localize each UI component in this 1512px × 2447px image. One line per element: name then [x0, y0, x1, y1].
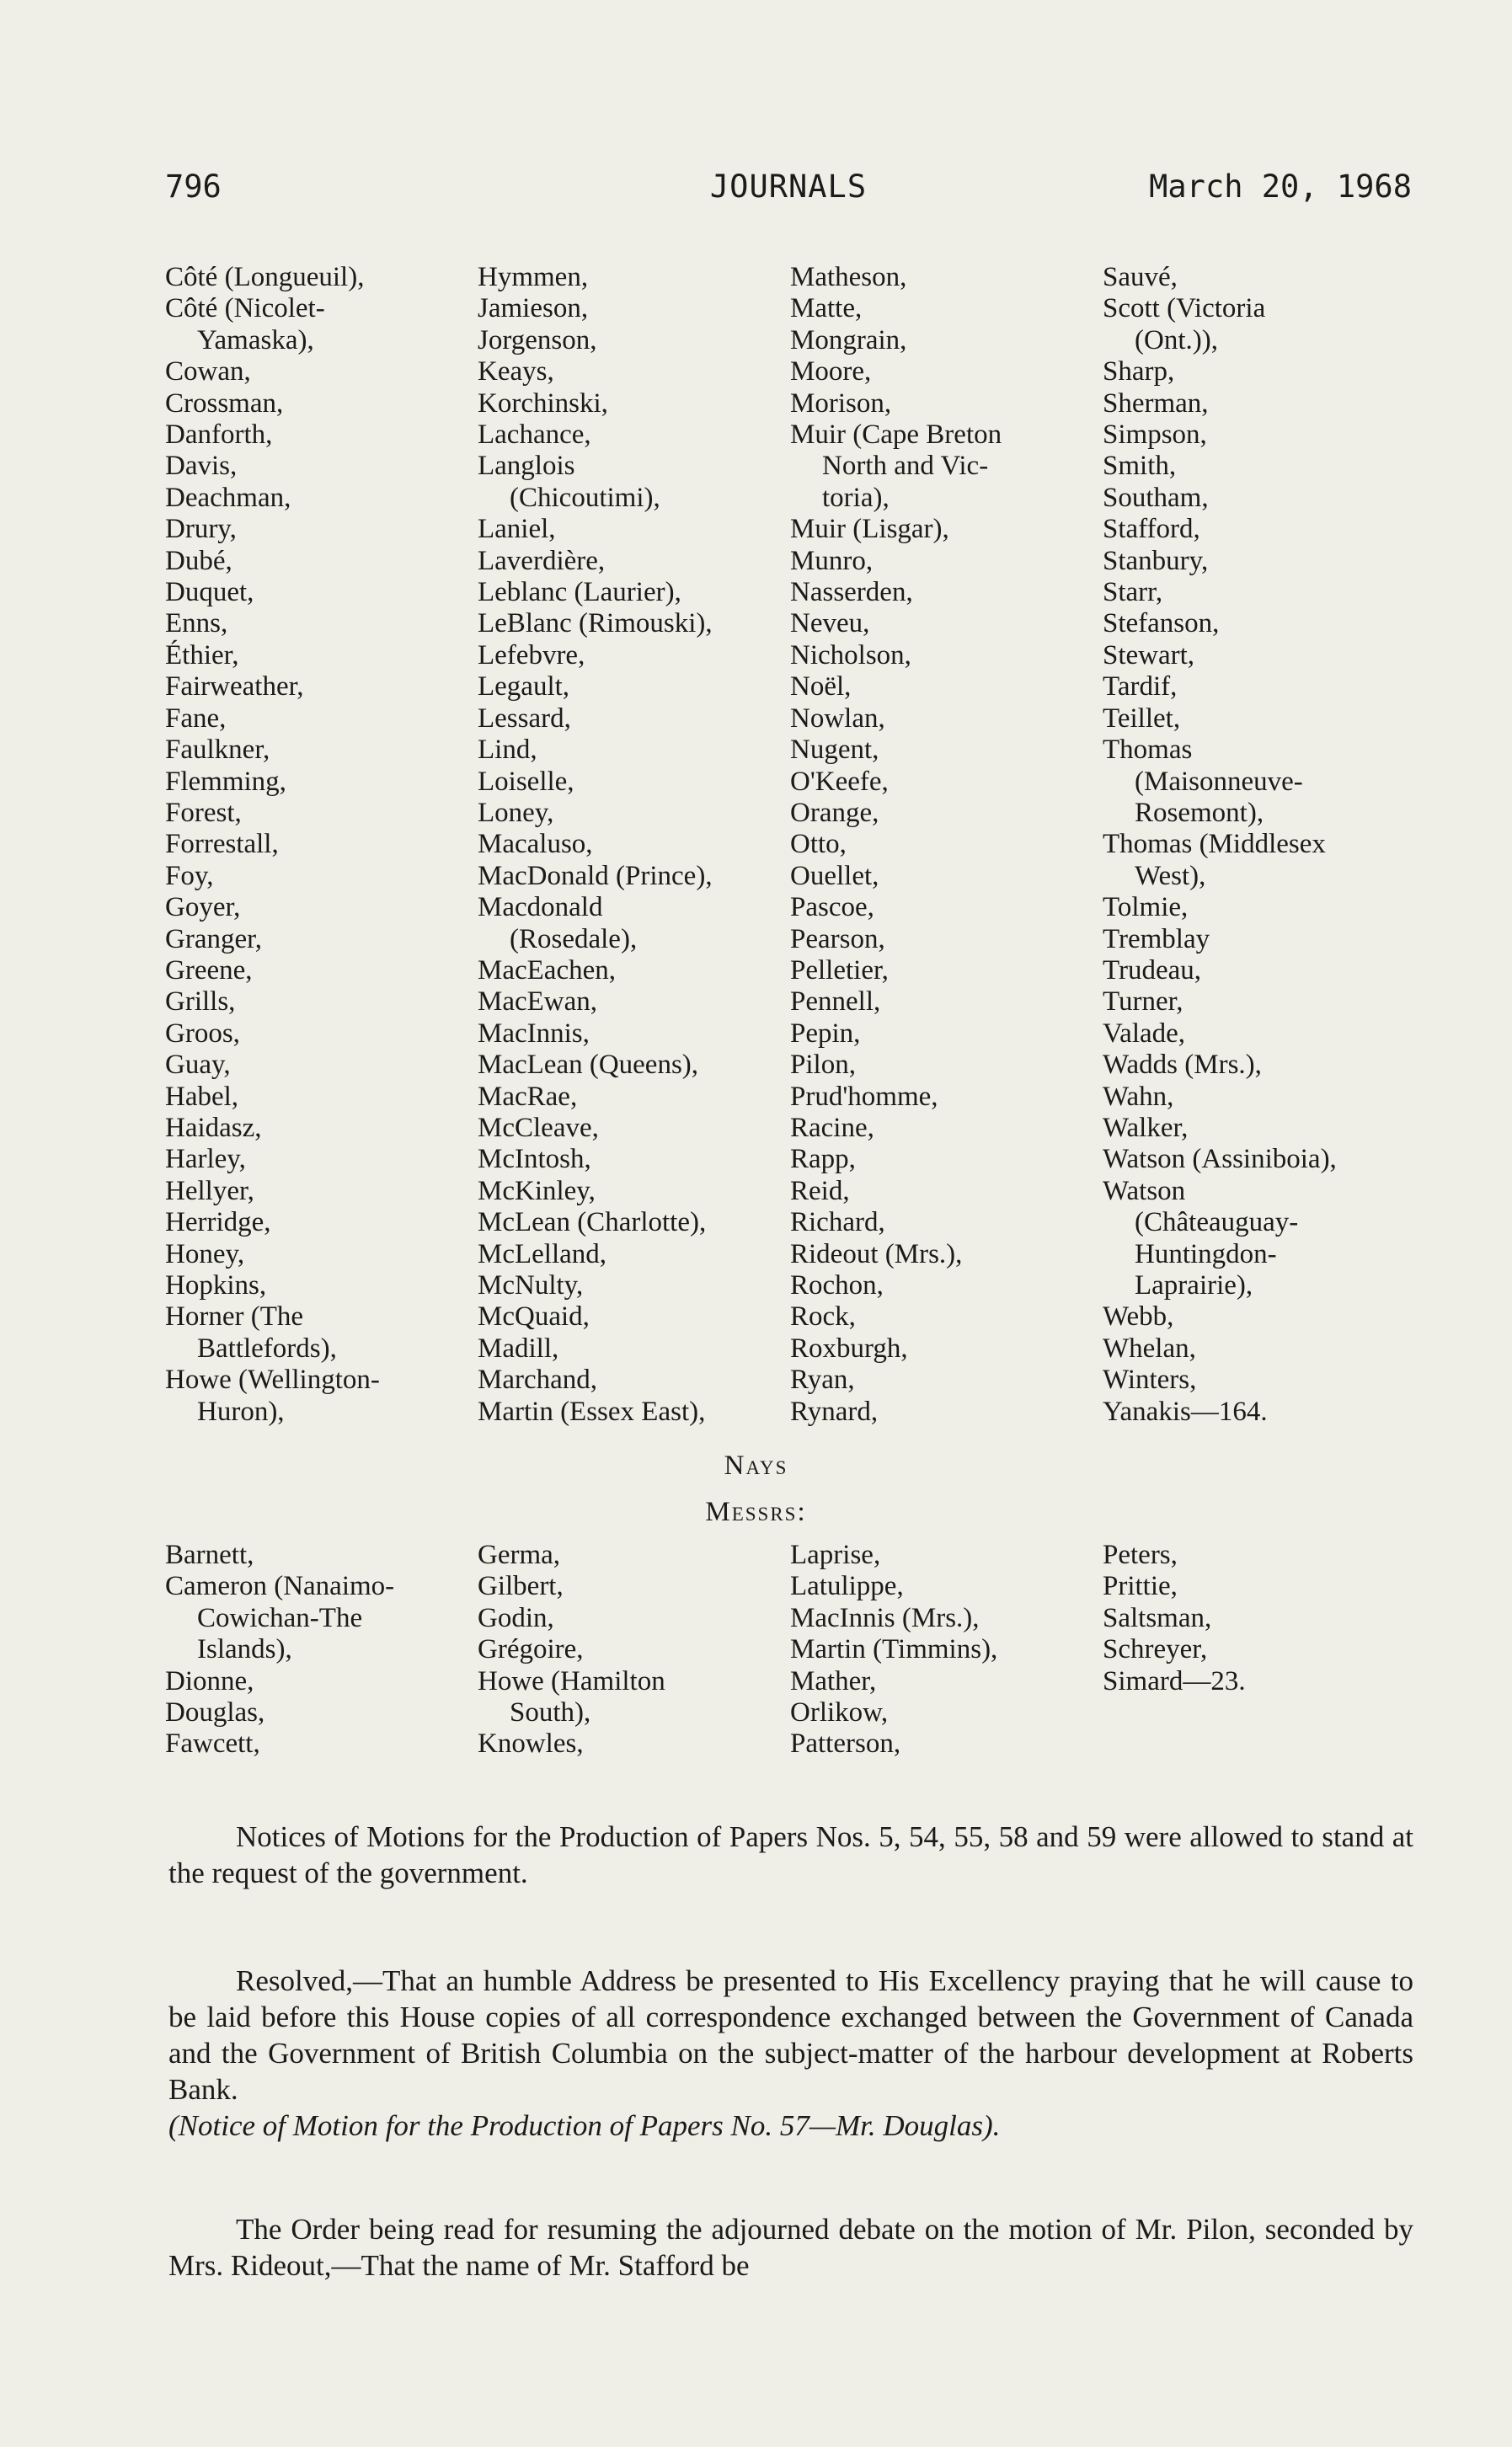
member-name: Macdonald — [478, 892, 603, 923]
member-name: Laverdière, — [478, 545, 606, 576]
member-name: Marchand, — [478, 1365, 598, 1396]
member-name: Germa, — [478, 1540, 561, 1570]
member-name: Cameron (Nanaimo- — [165, 1571, 395, 1602]
member-name: Watson (Assiniboia), — [1103, 1144, 1337, 1175]
nays-list — [165, 1540, 1429, 1760]
member-name: Watson — [1103, 1175, 1186, 1206]
member-name: Groos, — [165, 1018, 240, 1049]
member-name: Mongrain, — [790, 324, 907, 355]
member-name: Muir (Cape Breton — [790, 419, 1002, 451]
member-name: Sauvé, — [1103, 262, 1178, 292]
member-name: Côté (Longueuil), — [165, 262, 365, 292]
member-name: Pilon, — [790, 1050, 856, 1081]
yeas-column — [1103, 262, 1415, 1428]
member-name: Neveu, — [790, 608, 870, 639]
member-name: Crossman, — [165, 387, 284, 419]
member-name: Hymmen, — [478, 262, 589, 292]
member-name: Thomas — [1103, 735, 1193, 766]
member-name-continuation: West), — [1135, 860, 1206, 891]
nays-heading — [0, 1451, 1512, 1482]
member-name: Haidasz, — [165, 1112, 262, 1143]
member-name: Fane, — [165, 703, 227, 734]
member-name: McIntosh, — [478, 1144, 591, 1175]
nays-heading-text: Nays — [724, 1451, 788, 1481]
member-name: Stanbury, — [1103, 545, 1209, 576]
member-name: Harley, — [165, 1144, 246, 1175]
member-name: Horner (The — [165, 1301, 304, 1333]
member-name: Legault, — [478, 671, 570, 703]
member-name: McLelland, — [478, 1238, 607, 1269]
member-name: Nasserden, — [790, 577, 913, 608]
member-name: Morison, — [790, 387, 892, 419]
member-name-continuation: Huron), — [197, 1396, 285, 1427]
nays-column — [1103, 1540, 1415, 1760]
member-name: Whelan, — [1103, 1333, 1196, 1364]
yeas-column — [478, 262, 790, 1428]
member-name: MacEachen, — [478, 954, 616, 986]
messrs-heading-text: Messrs: — [705, 1497, 807, 1527]
member-name: Matheson, — [790, 262, 907, 292]
member-name: Grégoire, — [478, 1634, 584, 1665]
member-name: Stewart, — [1103, 639, 1195, 671]
member-name: Granger, — [165, 923, 263, 954]
member-name: Lefebvre, — [478, 639, 585, 671]
page-header — [165, 168, 1412, 211]
member-name: Patterson, — [790, 1728, 901, 1760]
member-name: Leblanc (Laurier), — [478, 577, 681, 608]
member-name: Côté (Nicolet- — [165, 293, 325, 324]
resolution-text: Resolved,—That an humble Address be presented to His Excellency praying that he will cause to be laid before this House copies of all correspondence exchanged between the Government of Canada and the Government of British Columbia on the subject-matter of the harbour development at Roberts Bank. — [168, 1964, 1413, 2106]
member-name: Tolmie, — [1103, 892, 1189, 923]
member-name: Cowan, — [165, 356, 251, 387]
member-name: Munro, — [790, 545, 874, 576]
member-name: Tardif, — [1103, 671, 1178, 703]
nays-column — [478, 1540, 790, 1760]
member-name-continuation: Rosemont), — [1135, 797, 1264, 828]
member-name: Foy, — [165, 860, 214, 891]
member-name: MacInnis, — [478, 1018, 590, 1049]
member-name: Webb, — [1103, 1301, 1174, 1333]
member-name: Roxburgh, — [790, 1333, 908, 1364]
resolution-note: (Notice of Motion for the Production of Papers No. 57—Mr. Douglas). — [168, 2109, 1001, 2142]
nays-column — [790, 1540, 1103, 1760]
member-name: Turner, — [1103, 986, 1183, 1018]
member-name-continuation: (Chicoutimi), — [510, 482, 660, 513]
member-name: Nicholson, — [790, 639, 911, 671]
member-name: Douglas, — [165, 1697, 265, 1728]
notices-text: Notices of Motions for the Production of Papers Nos. 5, 54, 55, 58 and 59 were allowed to stand at the request of the government. — [168, 1820, 1413, 1889]
member-name: Drury, — [165, 514, 237, 545]
member-name: Lind, — [478, 735, 537, 766]
member-name: Stefanson, — [1103, 608, 1220, 639]
member-name: McQuaid, — [478, 1301, 590, 1333]
member-name: Goyer, — [165, 892, 241, 923]
member-name: Nugent, — [790, 735, 879, 766]
member-name-continuation: South), — [510, 1697, 591, 1728]
member-name: Muir (Lisgar), — [790, 514, 949, 545]
member-name: Racine, — [790, 1112, 874, 1143]
member-name: Mather, — [790, 1665, 877, 1696]
member-name: Simpson, — [1103, 419, 1207, 451]
member-name: Thomas (Middlesex — [1103, 829, 1326, 860]
member-name-continuation: North and Vic- — [822, 451, 989, 482]
journal-title: JOURNALS — [709, 168, 868, 205]
member-name: Peters, — [1103, 1540, 1178, 1570]
member-name: Pepin, — [790, 1018, 861, 1049]
page-number: 796 — [165, 168, 222, 205]
member-name: Barnett, — [165, 1540, 254, 1570]
member-name: Langlois — [478, 451, 575, 482]
member-name: Teillet, — [1103, 703, 1181, 734]
member-name: Fairweather, — [165, 671, 304, 703]
member-name: Prud'homme, — [790, 1081, 938, 1112]
member-name: Richard, — [790, 1207, 885, 1238]
member-name: Ryan, — [790, 1365, 855, 1396]
member-name: Fawcett, — [165, 1728, 260, 1760]
member-name: Sharp, — [1103, 356, 1175, 387]
member-name: Matte, — [790, 293, 863, 324]
member-name-continuation: toria), — [822, 482, 890, 513]
member-name-continuation: Laprairie), — [1135, 1270, 1253, 1301]
member-name: Loiselle, — [478, 766, 574, 797]
member-name: Grills, — [165, 986, 236, 1018]
member-name: Simard—23. — [1103, 1665, 1246, 1696]
member-name: Dionne, — [165, 1665, 254, 1696]
yeas-column — [790, 262, 1103, 1428]
member-name: Éthier, — [165, 639, 239, 671]
member-name: Keays, — [478, 356, 554, 387]
member-name: Honey, — [165, 1238, 245, 1269]
member-name: Flemming, — [165, 766, 286, 797]
member-name: Forest, — [165, 797, 242, 828]
member-name: Pennell, — [790, 986, 881, 1018]
member-name: Southam, — [1103, 482, 1209, 513]
member-name: Latulippe, — [790, 1571, 904, 1602]
member-name: Ouellet, — [790, 860, 879, 891]
member-name: O'Keefe, — [790, 766, 889, 797]
member-name: Greene, — [165, 954, 253, 986]
member-name: Saltsman, — [1103, 1602, 1212, 1633]
nays-column — [165, 1540, 478, 1760]
member-name: Dubé, — [165, 545, 232, 576]
member-name: Pascoe, — [790, 892, 874, 923]
member-name-continuation: Huntingdon- — [1135, 1238, 1277, 1269]
member-name-continuation: Yamaska), — [197, 324, 314, 355]
member-name: Valade, — [1103, 1018, 1186, 1049]
member-name: Trudeau, — [1103, 954, 1202, 986]
member-name: Danforth, — [165, 419, 273, 451]
member-name: Habel, — [165, 1081, 239, 1112]
member-name: MacRae, — [478, 1081, 578, 1112]
member-name: Wadds (Mrs.), — [1103, 1050, 1262, 1081]
member-name: Hopkins, — [165, 1270, 267, 1301]
member-name: Gilbert, — [478, 1571, 564, 1602]
member-name: Faulkner, — [165, 735, 270, 766]
order-text: The Order being read for resuming the adjourned debate on the motion of Mr. Pilon, seconded by Mrs. Rideout,—That the name of Mr. Stafford be — [168, 2213, 1413, 2282]
member-name: Walker, — [1103, 1112, 1189, 1143]
member-name: Madill, — [478, 1333, 559, 1364]
member-name: Loney, — [478, 797, 554, 828]
member-name: Starr, — [1103, 577, 1163, 608]
member-name: Guay, — [165, 1050, 231, 1081]
member-name: Pelletier, — [790, 954, 889, 986]
member-name: McKinley, — [478, 1175, 596, 1206]
member-name: Godin, — [478, 1602, 554, 1633]
member-name: Pearson, — [790, 923, 885, 954]
member-name: Hellyer, — [165, 1175, 254, 1206]
member-name: MacEwan, — [478, 986, 598, 1018]
member-name: McNulty, — [478, 1270, 584, 1301]
yeas-column — [165, 262, 478, 1428]
member-name: LeBlanc (Rimouski), — [478, 608, 713, 639]
member-name: Martin (Timmins), — [790, 1634, 998, 1665]
member-name: Herridge, — [165, 1207, 271, 1238]
member-name: Smith, — [1103, 451, 1177, 482]
member-name: Tremblay — [1103, 923, 1210, 954]
member-name: Martin (Essex East), — [478, 1396, 706, 1427]
member-name: Winters, — [1103, 1365, 1197, 1396]
member-name: Rapp, — [790, 1144, 856, 1175]
order-paragraph — [168, 2211, 1413, 2284]
journal-date: March 20, 1968 — [1149, 168, 1412, 205]
member-name: Nowlan, — [790, 703, 885, 734]
member-name: Noël, — [790, 671, 852, 703]
member-name: Deachman, — [165, 482, 291, 513]
messrs-heading — [0, 1497, 1512, 1528]
member-name: Rynard, — [790, 1396, 879, 1427]
member-name: Jorgenson, — [478, 324, 597, 355]
member-name: Enns, — [165, 608, 228, 639]
member-name: Korchinski, — [478, 387, 608, 419]
member-name: Scott (Victoria — [1103, 293, 1266, 324]
member-name-continuation: Battlefords), — [197, 1333, 337, 1364]
member-name: Forrestall, — [165, 829, 279, 860]
member-name-continuation: (Maisonneuve- — [1135, 766, 1303, 797]
member-name: Rock, — [790, 1301, 856, 1333]
member-name: Prittie, — [1103, 1571, 1178, 1602]
resolution-paragraph — [168, 1963, 1413, 2144]
member-name: Rochon, — [790, 1270, 884, 1301]
member-name: Rideout (Mrs.), — [790, 1238, 963, 1269]
member-name: Reid, — [790, 1175, 850, 1206]
member-name: Howe (Hamilton — [478, 1665, 665, 1696]
member-name: Moore, — [790, 356, 872, 387]
member-name: Sherman, — [1103, 387, 1209, 419]
member-name: McCleave, — [478, 1112, 599, 1143]
member-name-continuation: (Châteauguay- — [1135, 1207, 1299, 1238]
member-name: Schreyer, — [1103, 1634, 1208, 1665]
member-name: Macaluso, — [478, 829, 593, 860]
member-name: Lessard, — [478, 703, 571, 734]
member-name: Duquet, — [165, 577, 254, 608]
member-name: Knowles, — [478, 1728, 584, 1760]
member-name: MacDonald (Prince), — [478, 860, 713, 891]
member-name: Howe (Wellington- — [165, 1365, 380, 1396]
notices-paragraph — [168, 1819, 1413, 1891]
member-name: Wahn, — [1103, 1081, 1174, 1112]
member-name: MacLean (Queens), — [478, 1050, 699, 1081]
member-name-continuation: (Rosedale), — [510, 923, 638, 954]
member-name: McLean (Charlotte), — [478, 1207, 707, 1238]
member-name: Orange, — [790, 797, 879, 828]
member-name-continuation: (Ont.)), — [1135, 324, 1218, 355]
member-name-continuation: Cowichan-The — [197, 1602, 363, 1633]
member-name: MacInnis (Mrs.), — [790, 1602, 980, 1633]
member-name: Orlikow, — [790, 1697, 889, 1728]
member-name: Laprise, — [790, 1540, 881, 1570]
member-name: Lachance, — [478, 419, 591, 451]
yeas-list — [165, 262, 1429, 1428]
member-name: Laniel, — [478, 514, 556, 545]
member-name-continuation: Islands), — [197, 1634, 292, 1665]
member-name: Davis, — [165, 451, 238, 482]
member-name: Jamieson, — [478, 293, 589, 324]
member-name: Otto, — [790, 829, 847, 860]
member-name: Stafford, — [1103, 514, 1200, 545]
member-name: Yanakis—164. — [1103, 1396, 1268, 1427]
